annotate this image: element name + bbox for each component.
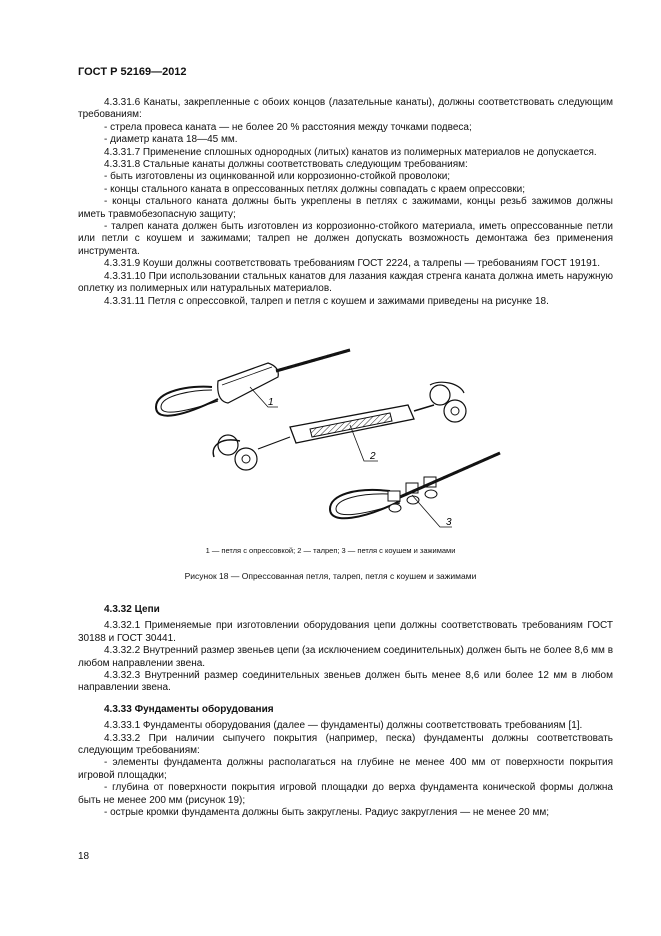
paragraph: 4.3.31.6 Канаты, закрепленные с обоих концов (лазательные канаты), должны соответствовать следующим требованиям: xyxy=(78,97,613,121)
paragraph: - диаметр каната 18—45 мм. xyxy=(104,134,238,146)
paragraph: 4.3.33.2 При наличии сыпучего покрытия (например, песка) фундаменты должны соответствовать следующим требованиям: xyxy=(78,732,613,757)
figure-caption: Рисунок 18 — Опрессованная петля, талреп, петля с коушем и зажимами xyxy=(184,571,477,581)
paragraph: 4.3.31.8 Стальные канаты должны соответствовать следующим требованиям: xyxy=(104,159,468,171)
figure-legend: 1 — петля с опрессовкой; 2 — талреп; 3 — петля с коушем и зажимами xyxy=(205,546,456,555)
section-heading: 4.3.32 Цепи xyxy=(104,604,160,615)
paragraph: - глубина от поверхности покрытия игровой площадки до верха фундамента конической формы должна быть не менее 200 мм (рисунок 19); xyxy=(78,782,613,806)
callout-2: 2 xyxy=(370,451,376,462)
text-block-chains-foundations xyxy=(78,604,613,820)
paragraph: - стрела провеса каната — не более 20 % расстояния между точками подвеса; xyxy=(104,121,472,133)
paragraph: 4.3.32.3 Внутренний размер соединительных звеньев должен быть менее 8,6 или более 12 мм в любом направлении звена. xyxy=(78,670,613,694)
paragraph: 4.3.31.7 Применение сплошных однородных (литых) канатов из полимерных материалов не допускается. xyxy=(104,146,597,158)
thimble-loop-with-clamps xyxy=(330,453,500,518)
paragraph: 4.3.32.2 Внутренний размер звеньев цепи (за исключением соединительных) должен быть не более 8,6 мм в любом направлении звена. xyxy=(78,645,613,669)
paragraph: - быть изготовлены из оцинкованной или коррозионно-стойкой проволоки; xyxy=(104,171,451,183)
paragraph: - острые кромки фундамента должны быть закруглены. Радиус закругления — не менее 20 мм; xyxy=(104,807,549,819)
callout-1: 1 xyxy=(268,397,274,408)
text-block-ropes xyxy=(78,97,613,308)
paragraph: 4.3.31.11 Петля с опрессовкой, талреп и петля с коушем и зажимами приведены на рисунке 18. xyxy=(104,295,549,307)
callout-3: 3 xyxy=(446,517,452,528)
paragraph: - элементы фундамента должны располагаться на глубине не менее 400 мм от поверхности покрытия игровой площадки; xyxy=(78,757,613,781)
paragraph: - концы стального каната в опрессованных петлях должны совпадать с краем опрессовки; xyxy=(104,183,526,195)
paragraph: 4.3.31.10 При использовании стальных канатов для лазания каждая стренга каната должна иметь наружную оплетку из полимерных или натуральных материалов. xyxy=(78,270,613,295)
paragraph: 4.3.32.1 Применяемые при изготовлении оборудования цепи должны соответствовать требованиям ГОСТ 30188 и ГОСТ 30441. xyxy=(78,620,613,644)
figure-18-drawing xyxy=(150,345,510,540)
paragraph: 4.3.31.9 Коуши должны соответствовать требованиям ГОСТ 2224, а талрепы — требованиям ГОСТ 19191. xyxy=(104,258,601,270)
turnbuckle xyxy=(213,382,466,470)
section-heading: 4.3.33 Фундаменты оборудования xyxy=(104,703,274,715)
crimped-loop xyxy=(156,350,350,416)
document-header: ГОСТ Р 52169—2012 xyxy=(78,66,187,78)
paragraph: - концы стального каната должны быть укреплены в петлях с зажимами, концы резьб зажимов должны иметь травмобезопасную защиту; xyxy=(78,196,613,220)
page-number: 18 xyxy=(78,851,90,862)
spacer xyxy=(78,695,613,704)
paragraph: 4.3.33.1 Фундаменты оборудования (далее — фундаменты) должны соответствовать требованиям [1]. xyxy=(104,720,583,732)
paragraph: - талреп каната должен быть изготовлен из коррозионно-стойкого материала, иметь опрессованные петли или петли с коушем и зажимами; талреп не должен допускать возможность демонтажа без применения инструмента. xyxy=(78,221,613,257)
